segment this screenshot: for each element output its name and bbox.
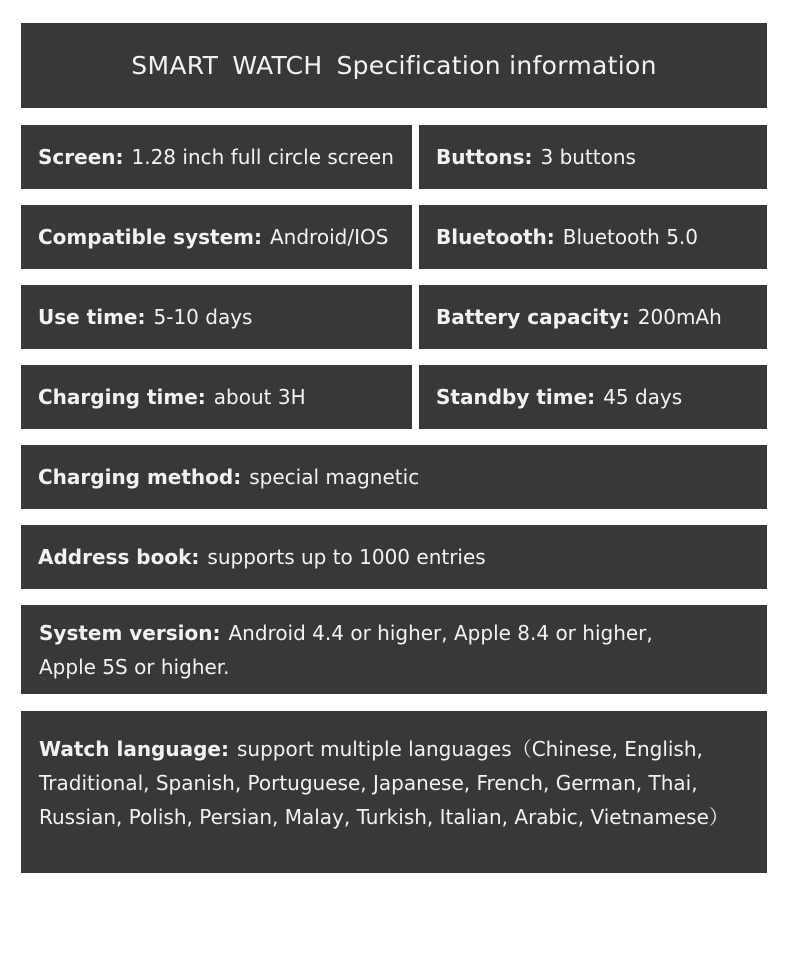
spec-system-version xyxy=(21,605,767,694)
spec-use-time xyxy=(21,285,412,349)
spec-label: Charging method: xyxy=(38,465,242,489)
spec-label: Buttons: xyxy=(436,145,533,169)
spec-value: Bluetooth 5.0 xyxy=(562,225,699,249)
spec-compatible-system xyxy=(21,205,412,269)
spec-watch-language xyxy=(21,711,767,873)
spec-value: supports up to 1000 entries xyxy=(207,545,486,569)
header-subtitle: Specification information xyxy=(336,51,657,80)
spec-label: Watch language: xyxy=(39,737,229,761)
spec-battery-capacity xyxy=(419,285,767,349)
spec-address-book xyxy=(21,525,767,589)
spec-header xyxy=(21,23,767,108)
spec-value: 1.28 inch full circle screen xyxy=(131,145,394,169)
spec-charging-method xyxy=(21,445,767,509)
spec-label: Use time: xyxy=(38,305,146,329)
spec-value: 3 buttons xyxy=(540,145,636,169)
spec-value: 200mAh xyxy=(637,305,722,329)
spec-value: support multiple languages（Chinese, English, Traditional, Spanish, Portuguese, Japanese, French, German, Thai, Russian, Polish, Persian, Malay, Turkish, Italian, Arabic, Vietnamese） xyxy=(39,737,729,829)
spec-label: Battery capacity: xyxy=(436,305,630,329)
spec-value: Android 4.4 or higher, Apple 8.4 or higher, Apple 5S or higher. xyxy=(39,621,653,679)
spec-value: 5-10 days xyxy=(153,305,253,329)
spec-screen xyxy=(21,125,412,189)
spec-label: System version: xyxy=(39,621,221,645)
spec-buttons xyxy=(419,125,767,189)
spec-label: Address book: xyxy=(38,545,200,569)
spec-charging-time xyxy=(21,365,412,429)
spec-value: Android/IOS xyxy=(270,225,389,249)
spec-label: Bluetooth: xyxy=(436,225,555,249)
spec-value: 45 days xyxy=(603,385,683,409)
spec-label: Screen: xyxy=(38,145,124,169)
spec-label: Standby time: xyxy=(436,385,596,409)
spec-label: Compatible system: xyxy=(38,225,262,249)
brand-title: SMART WATCH xyxy=(131,51,323,80)
spec-standby-time xyxy=(419,365,767,429)
spec-value: about 3H xyxy=(213,385,306,409)
spec-label: Charging time: xyxy=(38,385,206,409)
spec-bluetooth xyxy=(419,205,767,269)
spec-value: special magnetic xyxy=(249,465,420,489)
